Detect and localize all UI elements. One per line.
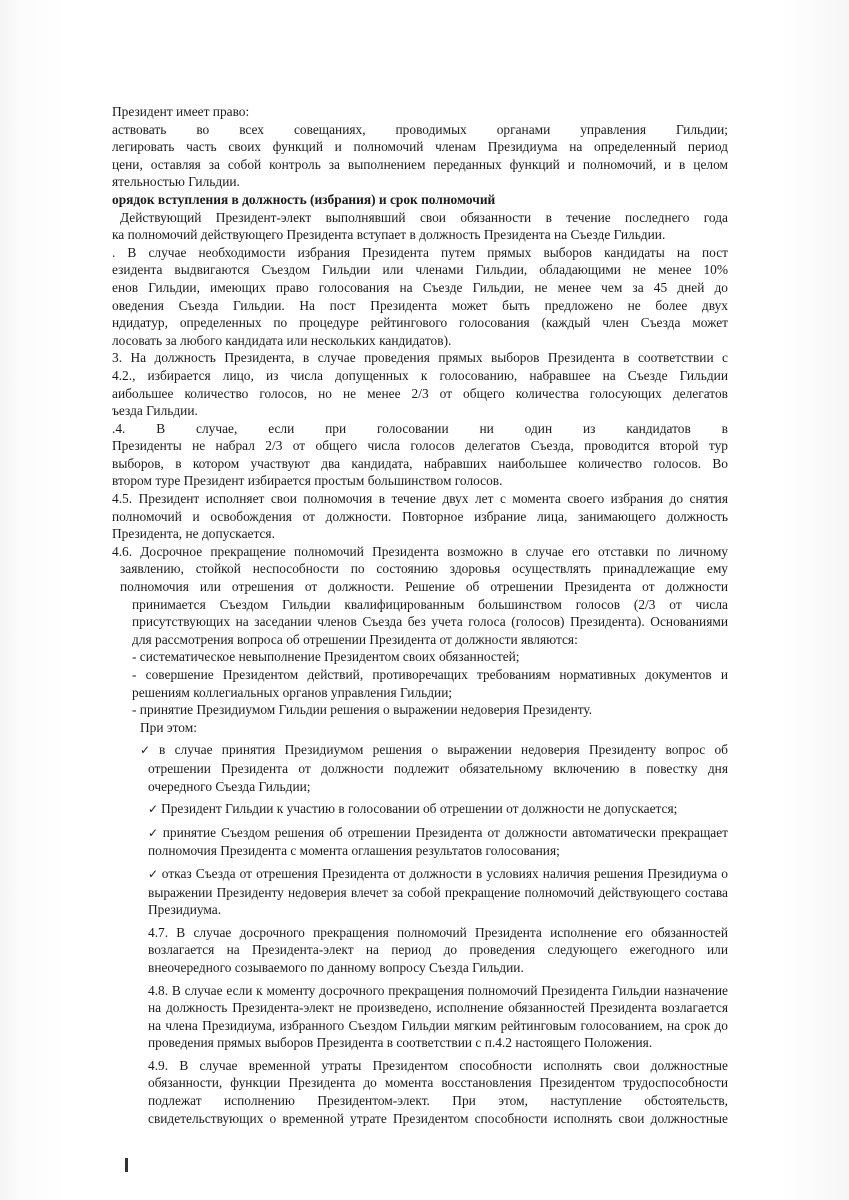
text-line: ✓ отказ Съезда от отрешения Президента от должности в условиях наличия решения Президиума о (148, 865, 728, 881)
text-line: полномочия Президента с момента оглашения результатов голосования; (148, 843, 560, 859)
section-heading: орядок вступления в должность (избрания) и срок полномочий (112, 191, 496, 207)
text-line: аибольшее количество голосов, но не менее 2/3 от общего количества голосующих делегатов (112, 385, 728, 401)
text-line: Президенты не набрал 2/3 от общего числа голосов делегатов Съезда, проводится второй тур (112, 438, 728, 454)
text-line: .4. В случае, если при голосовании ни один из кандидатов в (112, 420, 728, 436)
text-line: ятельностью Гильдии. (112, 174, 240, 190)
text-line: возлагается на Президента-элект на период до проведения следующего ежегодного или (148, 942, 728, 958)
text-line: решениям коллегиальных органов управления Гильдии; (132, 684, 453, 700)
text-line: 4.9. В случае временной утраты Президентом способности исполнять свои должностные (148, 1057, 728, 1073)
text-line: подлежат исполнению Президентом-элект. При этом, наступление обстоятельств, (148, 1093, 728, 1109)
text-line: выборов, в котором участвуют два кандидата, набравших наибольшее количество голосов. Во (112, 455, 728, 471)
text-line: 4.2., избирается лицо, из числа допущенных к голосованию, набравшее на Съезде Гильдии (112, 367, 728, 383)
text-line: Президента, не допускается. (112, 526, 275, 542)
text-line: для рассмотрения вопроса об отрешении Президента от должности являются: (132, 631, 578, 647)
text-line: ✓ Президент Гильдии к участию в голосовании об отрешении от должности не допускается; (148, 801, 678, 817)
text-line: ъезда Гильдии. (112, 403, 198, 419)
text-line: ✓ принятие Съездом решения об отрешении Президента от должности автоматически прекращает (148, 824, 728, 840)
text-line: - принятие Президиумом Гильдии решения о выражении недоверия Президенту. (132, 702, 593, 718)
scan-mark (125, 1158, 128, 1172)
text-line: ✓ в случае принятия Президиумом решения о выражении недоверия Президенту вопрос об (140, 742, 728, 758)
text-line: обязанности, функции Президента до момента восстановления Президентом трудоспособности (148, 1075, 728, 1091)
text-line: 4.5. Президент исполняет свои полномочия в течение двух лет с момента своего избрания до снятия (112, 491, 728, 507)
text-line: присутствующих на заседании членов Съезда без учета голоса (голосов) Президента). Основаниями (132, 614, 728, 630)
check-icon: ✓ (148, 825, 160, 840)
check-icon: ✓ (148, 802, 159, 817)
text-line: енов Гильдии, имеющих право голосования на Съезде Гильдии, не менее чем за 45 дней до (112, 279, 728, 295)
text-line: 4.8. В случае если к моменту досрочного прекращения полномочий Президента Гильдии назначение (148, 982, 728, 998)
text-line: Президент имеет право: (112, 104, 250, 119)
text-line: на члена Президиума, избранного Съездом Гильдии мягким рейтинговым голосованием, на срок до (148, 1017, 728, 1033)
text-line: заявлению, стойкой неспособности по состоянию здоровья осуществлять принадлежащие ему (120, 561, 728, 577)
text-line: принимается Съездом Гильдии квалифицированным большинством голосов (2/3 от числа (132, 596, 728, 612)
text-line: легировать часть своих функций и полномочий членам Президиума на определенный период (112, 139, 728, 155)
text-line: втором туре Президент избирается простым большинством голосов. (112, 473, 503, 489)
text-line: свидетельствующих о временной утрате Президентом способности исполнять свои должностные (148, 1110, 728, 1126)
text-line: аствовать во всех совещаниях, проводимых органами управления Гильдии; (112, 121, 728, 137)
check-icon: ✓ (140, 743, 156, 758)
text-line: цени, оставляя за собой контроль за выполнением переданных функций и полномочий, и в целом (112, 156, 728, 172)
text-line: лосовать за любого кандидата или нескольких кандидатов). (112, 332, 452, 348)
text-line: 3. На должность Президента, в случае проведения прямых выборов Президента в соответствии с (112, 350, 728, 366)
text-line: Действующий Президент-элект выполнявший свои обязанности в течение последнего года (120, 209, 728, 225)
check-icon: ✓ (148, 866, 159, 881)
text-line: При этом: (140, 719, 197, 735)
text-line: - совершение Президентом действий, противоречащих требованиям нормативных документов и (132, 667, 728, 682)
text-line: оведения Съезда Гильдии. На пост Президента может быть предложено не более двух (112, 297, 728, 313)
text-line: полномочия или отрешения от должности. Решение об отрешении Президента от должности (120, 579, 728, 595)
text-line: - систематическое невыполнение Президентом своих обязанностей; (132, 649, 520, 665)
text-line: . В случае необходимости избрания Президента путем прямых выборов кандидаты на пост (112, 244, 728, 260)
text-line: 4.6. Досрочное прекращение полномочий Президента возможно в случае его отставки по личному (112, 543, 728, 559)
text-line: 4.7. В случае досрочного прекращения полномочий Президента исполнение его обязанностей (148, 924, 728, 940)
text-line: проведения прямых выборов Президента в соответствии с п.4.2 настоящего Положения. (148, 1035, 653, 1051)
text-line: ка полномочий действующего Президента вступает в должность Президента на Съезде Гильдии. (112, 227, 666, 243)
document-body (112, 103, 728, 1127)
text-line: отрешении Президента от должности подлежит обязательному включению в повестку дня (148, 760, 728, 776)
text-line: выражении Президенту недоверия влечет за собой прекращение полномочий действующего состава (148, 884, 728, 900)
text-line: очередного Съезда Гильдии; (148, 778, 311, 794)
text-line: внеочередного созываемого по данному вопросу Съезда Гильдии. (148, 959, 524, 975)
text-line: на должность Президента-элект не произведено, исполнение обязанностей Президента возлагается (148, 1000, 728, 1016)
text-line: ндидатур, определенных по процедуре рейтингового голосования (каждый член Съезда может (112, 315, 728, 331)
text-line: Президиума. (148, 902, 222, 918)
text-line: полномочий и освобождения от должности. Повторное избрание лица, занимающего должность (112, 508, 728, 524)
text-line: езидента выдвигаются Съездом Гильдии или членами Гильдии, обладающими не менее 10% (112, 262, 728, 278)
